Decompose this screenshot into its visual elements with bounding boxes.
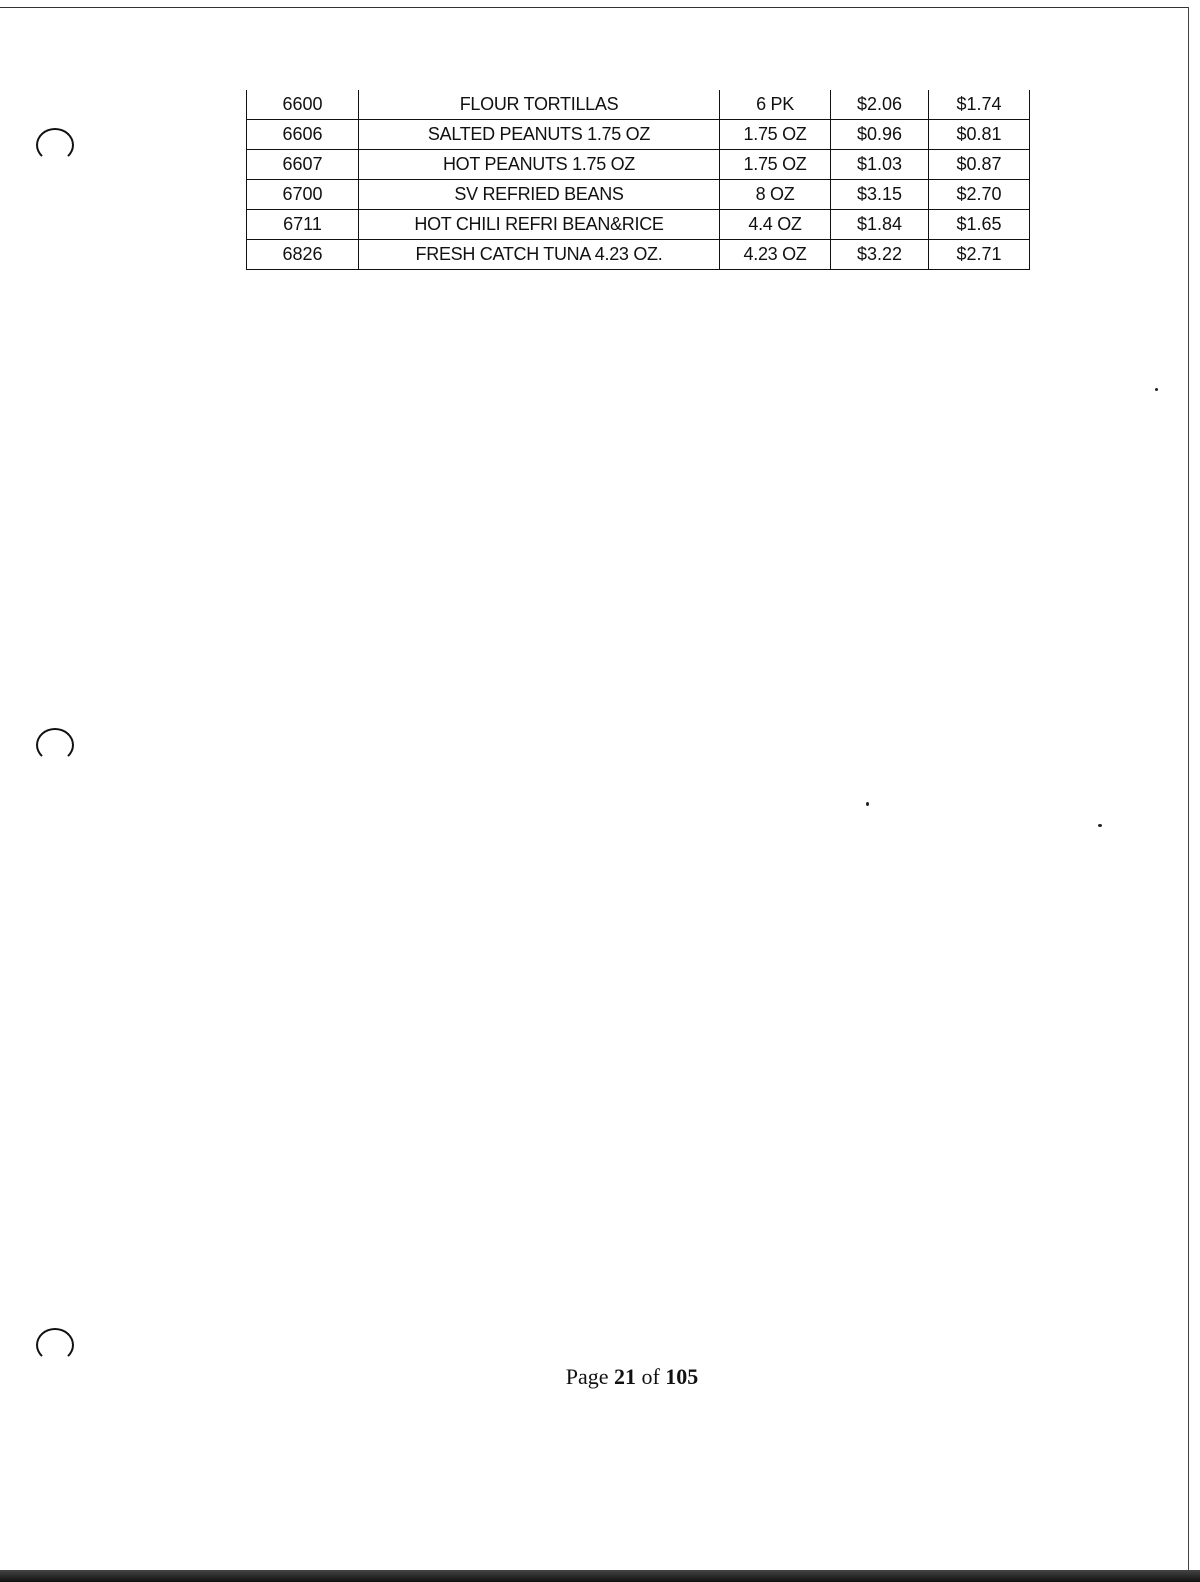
table-row [247,240,1030,270]
scan-edge-top [0,7,1188,8]
item-code-cell: 6600 [247,90,359,120]
item-code-cell: 6826 [247,240,359,270]
item-size-cell: 6 PK [720,90,831,120]
table-row [247,180,1030,210]
table-row [247,120,1030,150]
item-code-cell: 6700 [247,180,359,210]
discount-price-cell: $2.70 [929,180,1030,210]
item-description-cell: FRESH CATCH TUNA 4.23 OZ. [359,240,720,270]
discount-price-cell: $1.74 [929,90,1030,120]
price-table [246,90,1030,270]
discount-price-cell: $2.71 [929,240,1030,270]
discount-price-cell: $1.65 [929,210,1030,240]
item-description-cell: SV REFRIED BEANS [359,180,720,210]
price-cell: $1.84 [831,210,929,240]
of-word: of [641,1364,660,1389]
discount-price-cell: $0.81 [929,120,1030,150]
price-cell: $2.06 [831,90,929,120]
item-description-cell: HOT CHILI REFRI BEAN&RICE [359,210,720,240]
total-pages-number: 105 [665,1364,699,1389]
item-description-cell: HOT PEANUTS 1.75 OZ [359,150,720,180]
scan-speck [1155,388,1158,391]
item-description-cell: SALTED PEANUTS 1.75 OZ [359,120,720,150]
punch-hole-middle [36,728,74,762]
page-word: Page [565,1364,609,1389]
table-row [247,150,1030,180]
scan-edge-bottom [0,1570,1200,1582]
item-code-cell: 6606 [247,120,359,150]
punch-hole-bottom [36,1328,74,1362]
item-size-cell: 4.4 OZ [720,210,831,240]
price-cell: $1.03 [831,150,929,180]
scan-speck [1098,824,1102,827]
price-table-body [247,90,1030,270]
item-size-cell: 1.75 OZ [720,150,831,180]
item-size-cell: 4.23 OZ [720,240,831,270]
scan-edge-right [1188,7,1189,1575]
discount-price-cell: $0.87 [929,150,1030,180]
price-cell: $0.96 [831,120,929,150]
item-code-cell: 6711 [247,210,359,240]
item-description-cell: FLOUR TORTILLAS [359,90,720,120]
price-cell: $3.22 [831,240,929,270]
item-size-cell: 8 OZ [720,180,831,210]
page-number [0,1364,1200,1390]
price-cell: $3.15 [831,180,929,210]
item-code-cell: 6607 [247,150,359,180]
item-size-cell: 1.75 OZ [720,120,831,150]
punch-hole-top [36,128,74,162]
table-row [247,210,1030,240]
table-row [247,90,1030,120]
current-page-number: 21 [613,1364,636,1389]
scan-speck [866,802,869,806]
